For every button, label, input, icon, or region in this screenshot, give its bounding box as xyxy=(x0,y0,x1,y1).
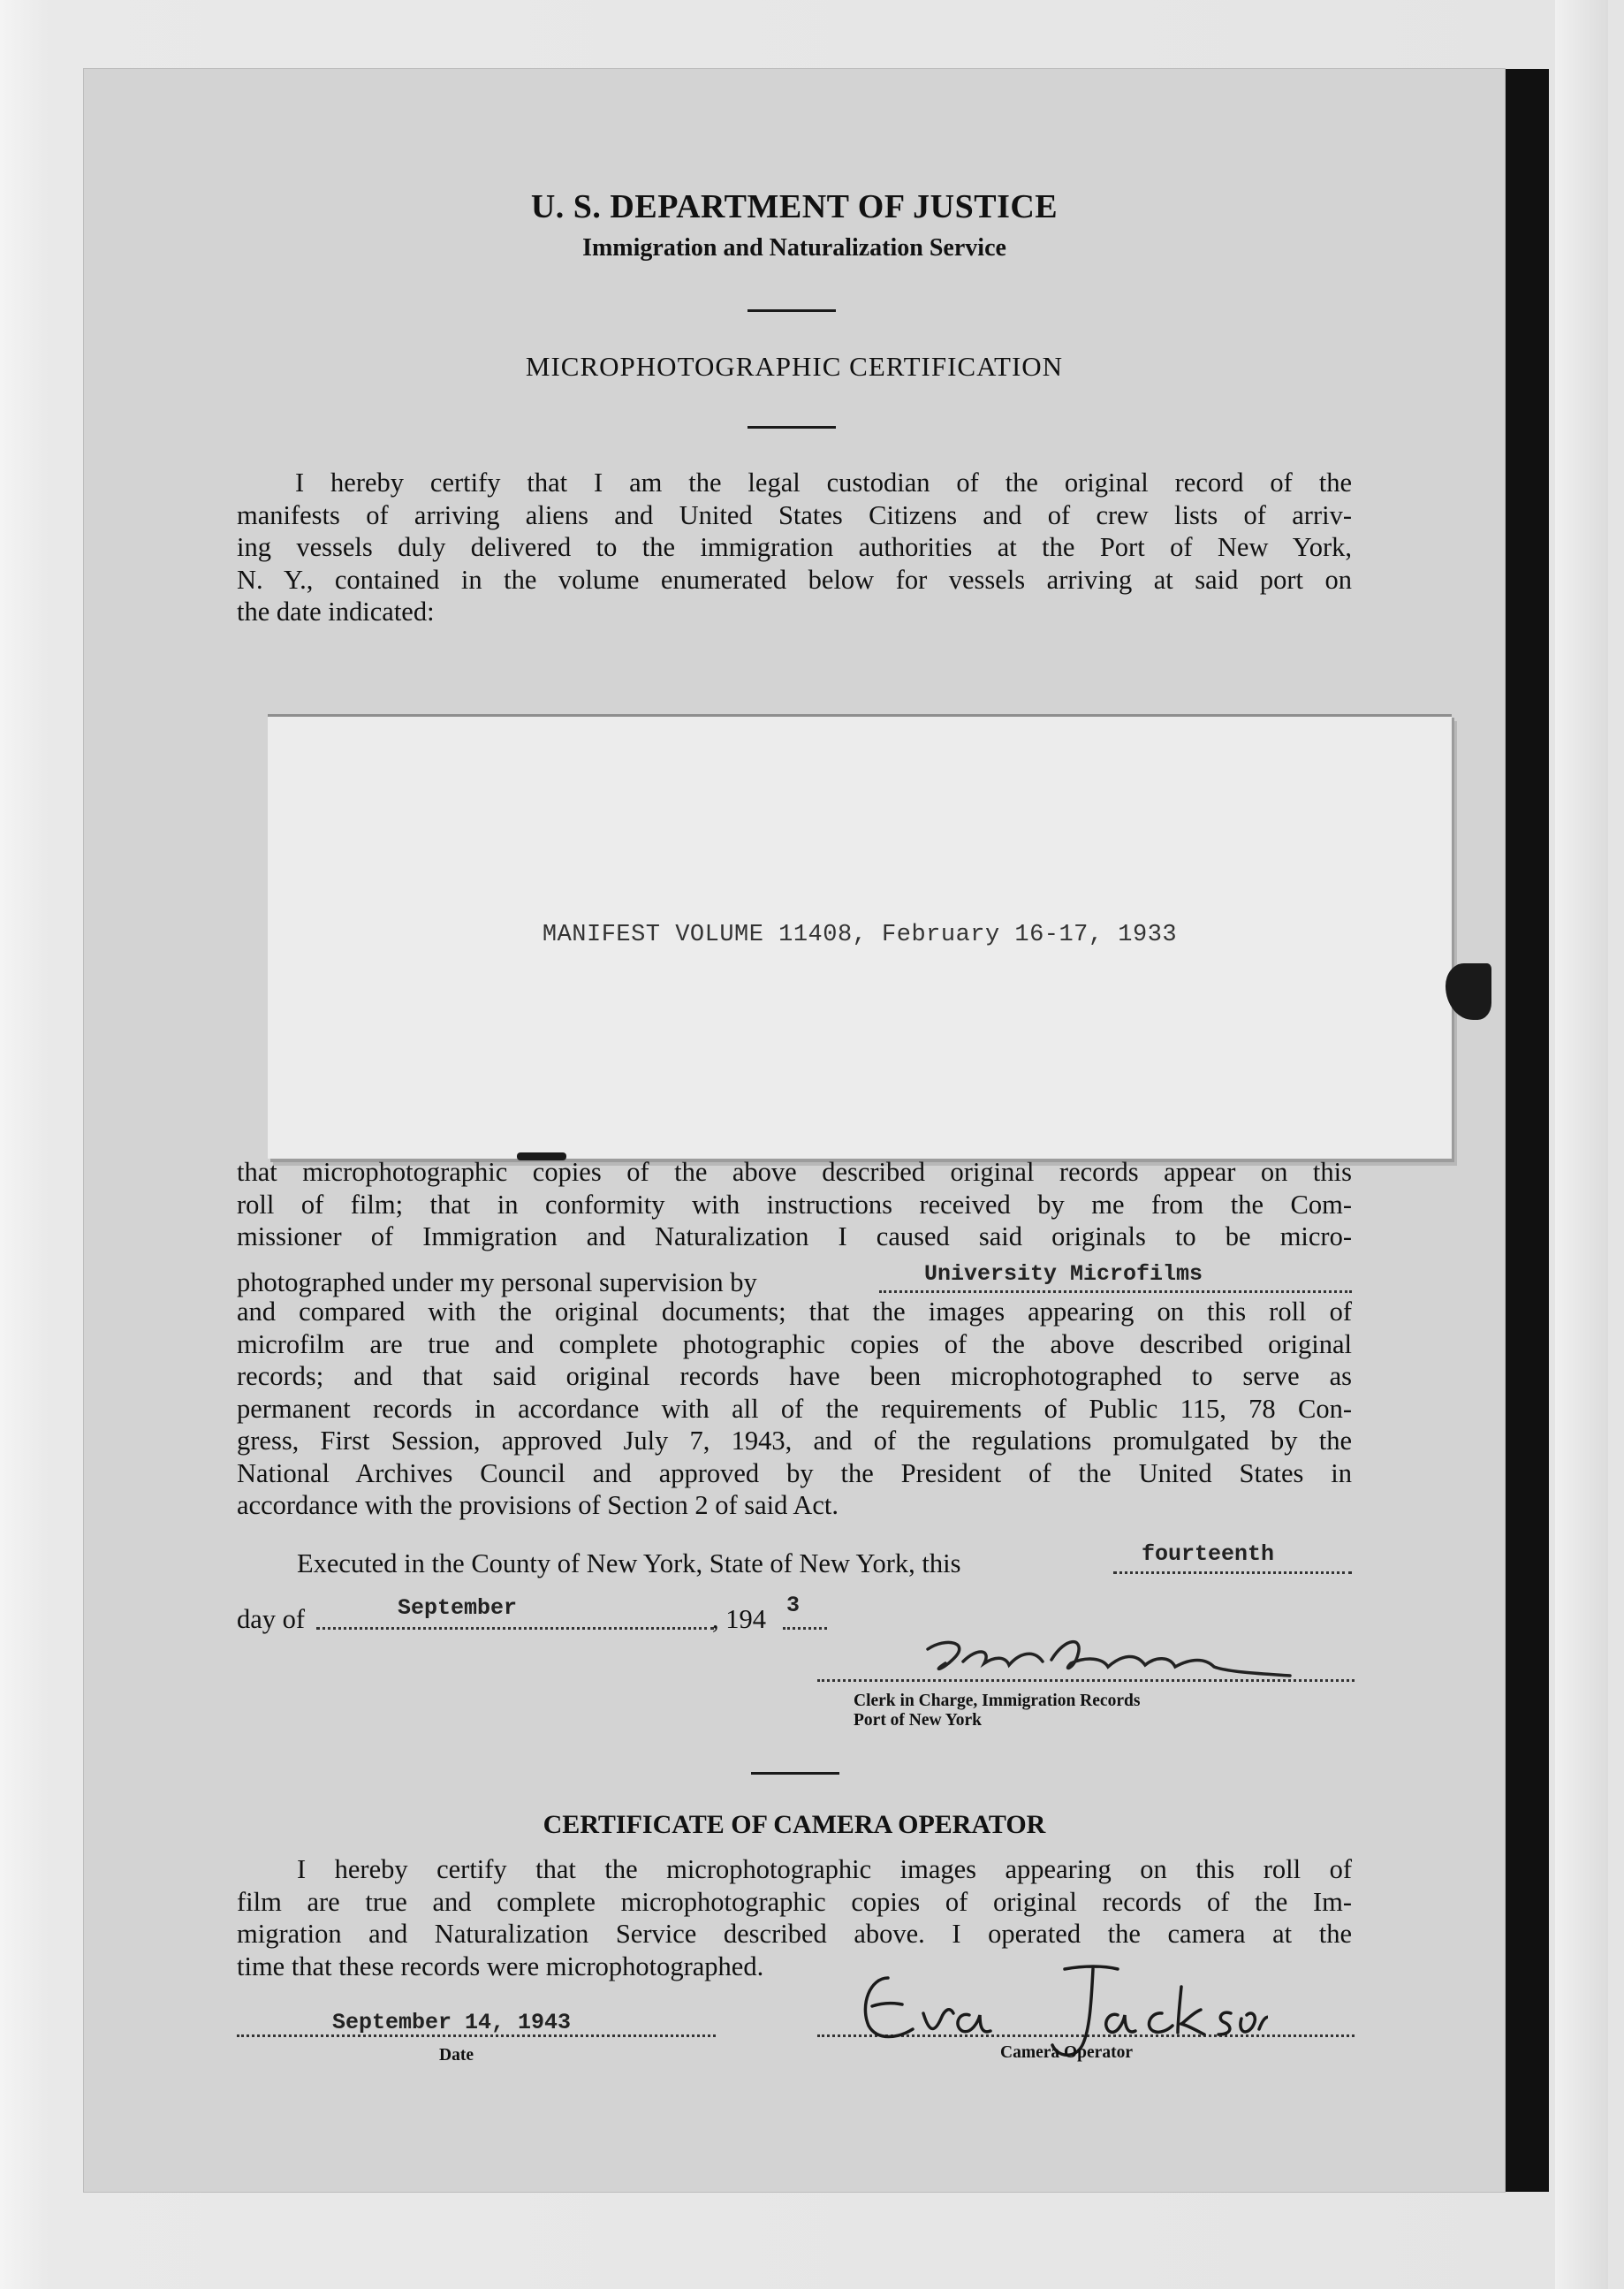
year-prefix: , 194 xyxy=(712,1604,766,1634)
divider-rule xyxy=(747,309,836,312)
camera-operator-label: Camera Operator xyxy=(1000,2043,1133,2062)
department-heading: U. S. DEPARTMENT OF JUSTICE xyxy=(530,188,1059,225)
fill-in-line xyxy=(879,1290,1352,1293)
paragraph-line: the date indicated: xyxy=(237,597,435,627)
manifest-volume-text: MANIFEST VOLUME 11408, February 16-17, 1933 xyxy=(542,922,1178,948)
year-digit: 3 xyxy=(786,1593,801,1618)
clerk-port: Port of New York xyxy=(854,1711,982,1730)
paragraph-line: and compared with the original documents; that the images appearing on this roll of xyxy=(237,1297,1352,1327)
paragraph-line: migration and Naturalization Service described above. I operated the camera at the xyxy=(237,1919,1352,1949)
month-value: September xyxy=(398,1595,518,1621)
film-border xyxy=(1505,69,1549,2192)
paragraph-line: ing vessels duly delivered to the immigration authorities at the Port of New York, xyxy=(237,532,1352,562)
paragraph-line: I hereby certify that the microphotographic images appearing on this roll of xyxy=(297,1854,1352,1884)
fill-in-line xyxy=(316,1627,714,1630)
paragraph-line: gress, First Session, approved July 7, 1943, and of the regulations promulgated by the xyxy=(237,1426,1352,1456)
clerk-signature xyxy=(910,1633,1299,1688)
paragraph-line: N. Y., contained in the volume enumerated below for vessels arriving at said port on xyxy=(237,564,1352,595)
paragraph-line: National Archives Council and approved by the President of the United States in xyxy=(237,1457,1352,1488)
paragraph-line: roll of film; that in conformity with instructions received by me from the Com- xyxy=(237,1189,1352,1220)
paragraph-line: microfilm are true and complete photographic copies of the above described original xyxy=(237,1328,1352,1359)
paragraph-line: missioner of Immigration and Naturalization I caused said originals to be micro- xyxy=(237,1221,1352,1251)
divider-rule xyxy=(751,1772,839,1775)
manifest-volume-card xyxy=(268,714,1452,1159)
day-value: fourteenth xyxy=(1142,1541,1275,1567)
supervision-label: photographed under my personal supervision by xyxy=(237,1267,757,1297)
paragraph-line: manifests of arriving aliens and United States Citizens and of crew lists of arriv- xyxy=(237,499,1352,530)
paragraph-line: I hereby certify that I am the legal custodian of the original record of the xyxy=(295,468,1352,498)
supervisor-value: University Microfilms xyxy=(924,1261,1203,1287)
paragraph-line: records; and that said original records have been microphotographed to serve as xyxy=(237,1361,1352,1391)
camera-certificate-heading: CERTIFICATE OF CAMERA OPERATOR xyxy=(543,1810,1046,1839)
clerk-title: Clerk in Charge, Immigration Records xyxy=(854,1692,1141,1710)
paragraph-line: permanent records in accordance with all of the requirements of Public 115, 78 Con- xyxy=(237,1393,1352,1424)
form-title: MICROPHOTOGRAPHIC CERTIFICATION xyxy=(525,351,1064,382)
intro-paragraph xyxy=(237,467,1352,628)
body-paragraph xyxy=(237,1156,1352,1253)
service-subheading: Immigration and Naturalization Service xyxy=(582,234,1006,262)
paragraph-line: film are true and complete microphotographic copies of original records of the Im- xyxy=(237,1886,1352,1917)
operator-signature-text: Eva Jackson xyxy=(853,1960,857,1961)
divider-rule xyxy=(747,426,836,429)
execution-statement: Executed in the County of New York, State of New York, this xyxy=(297,1548,961,1578)
body-paragraph xyxy=(237,1296,1352,1522)
day-of-label: day of xyxy=(237,1604,306,1634)
paragraph-line: accordance with the provisions of Section 2 of said Act. xyxy=(237,1490,839,1520)
fill-in-line xyxy=(1113,1571,1352,1574)
operator-date-value: September 14, 1943 xyxy=(332,2010,572,2035)
film-edge xyxy=(1555,0,1608,2289)
fill-in-line xyxy=(783,1627,827,1630)
date-label: Date xyxy=(439,2046,474,2065)
paragraph-line: that microphotographic copies of the above described original records appear on this xyxy=(237,1157,1352,1187)
paragraph-line: time that these records were microphotographed. xyxy=(237,1951,764,1981)
